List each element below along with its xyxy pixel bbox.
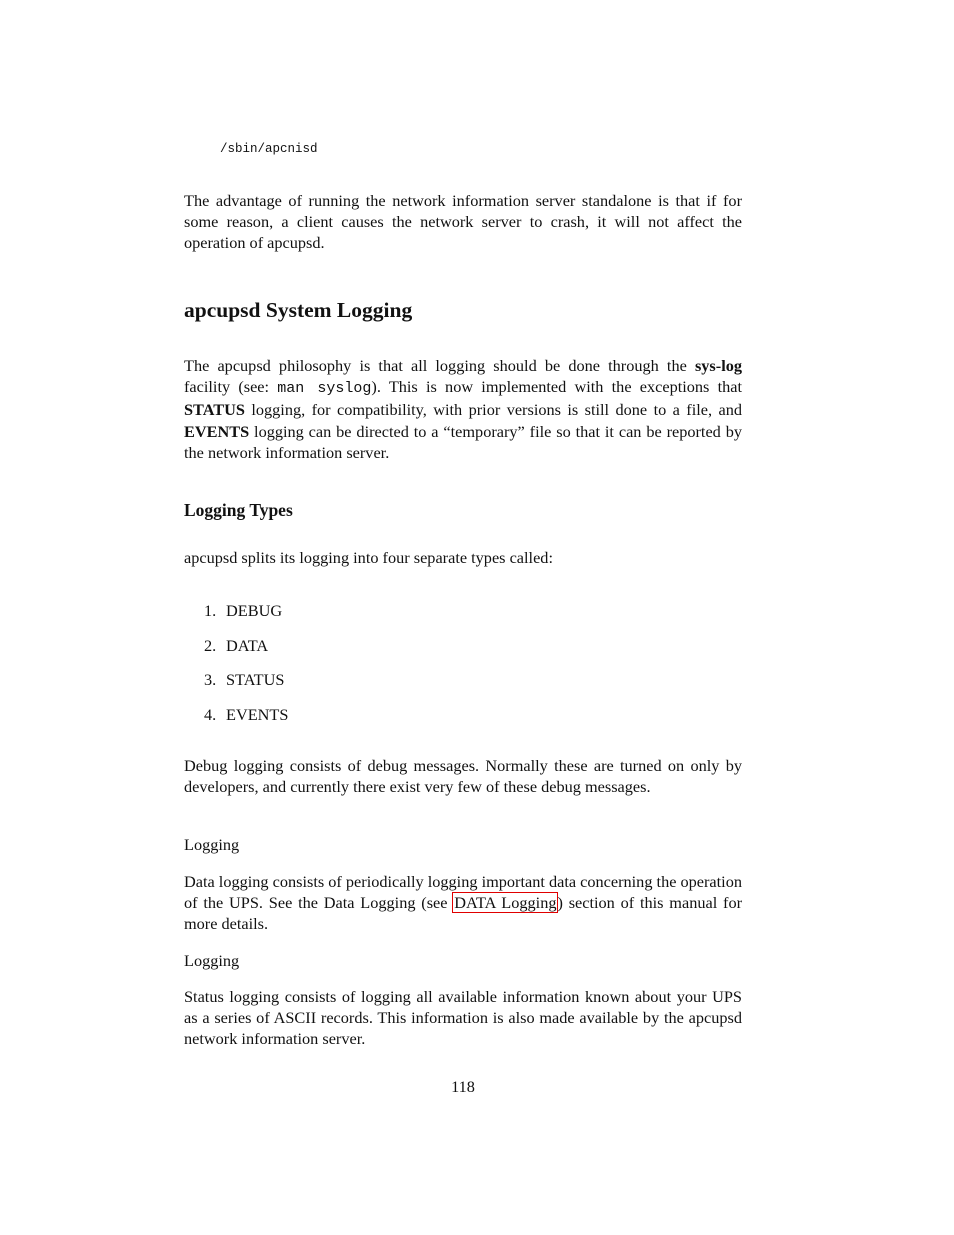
subsection-heading: Logging Types bbox=[184, 500, 293, 520]
code-line: /sbin/apcnisd bbox=[220, 142, 318, 156]
events-term: EVENTS bbox=[184, 421, 250, 441]
section-heading: apcupsd System Logging bbox=[184, 298, 413, 322]
data-paragraph: Data logging consists of periodically logging important data concerning the operation of the UPS. See the Data Logging (see DATA Logging) section of this manual for more details. bbox=[184, 872, 743, 934]
logging-label: Logging bbox=[184, 951, 240, 970]
types-intro: apcupsd splits its logging into four separate types called: bbox=[184, 548, 553, 567]
logging-label: Logging bbox=[184, 835, 240, 854]
syslog-command: man syslog bbox=[277, 380, 372, 398]
page-number: 118 bbox=[451, 1077, 475, 1096]
syslog-term: sys-log bbox=[694, 356, 742, 375]
status-paragraph: Status logging consists of logging all available information known about your UPS as a series of ASCII records. This information is also made available by the apcupsd network information server. bbox=[184, 987, 742, 1049]
status-term: STATUS bbox=[184, 400, 245, 420]
data-logging-link[interactable]: DATA Logging bbox=[454, 893, 557, 913]
debug-paragraph: Debug logging consists of debug messages. Normally these are turned on only by developers, and currently there exist very few of these debug messages. bbox=[184, 756, 742, 797]
intro-paragraph: The advantage of running the network information server standalone is that if for some reason, a client causes the network server to crash, it will not affect the operation of apcupsd. bbox=[184, 191, 742, 253]
philosophy-paragraph: The apcupsd philosophy is that all logging should be done through the sys-log facility (see: man syslog). This is now implemented with the exceptions that STATUS logging, for compatibility, with prior versions is still done to a file, and EVENTS logging can be directed to a “temporary” file so that it can be reported by the network information server. bbox=[184, 356, 743, 462]
